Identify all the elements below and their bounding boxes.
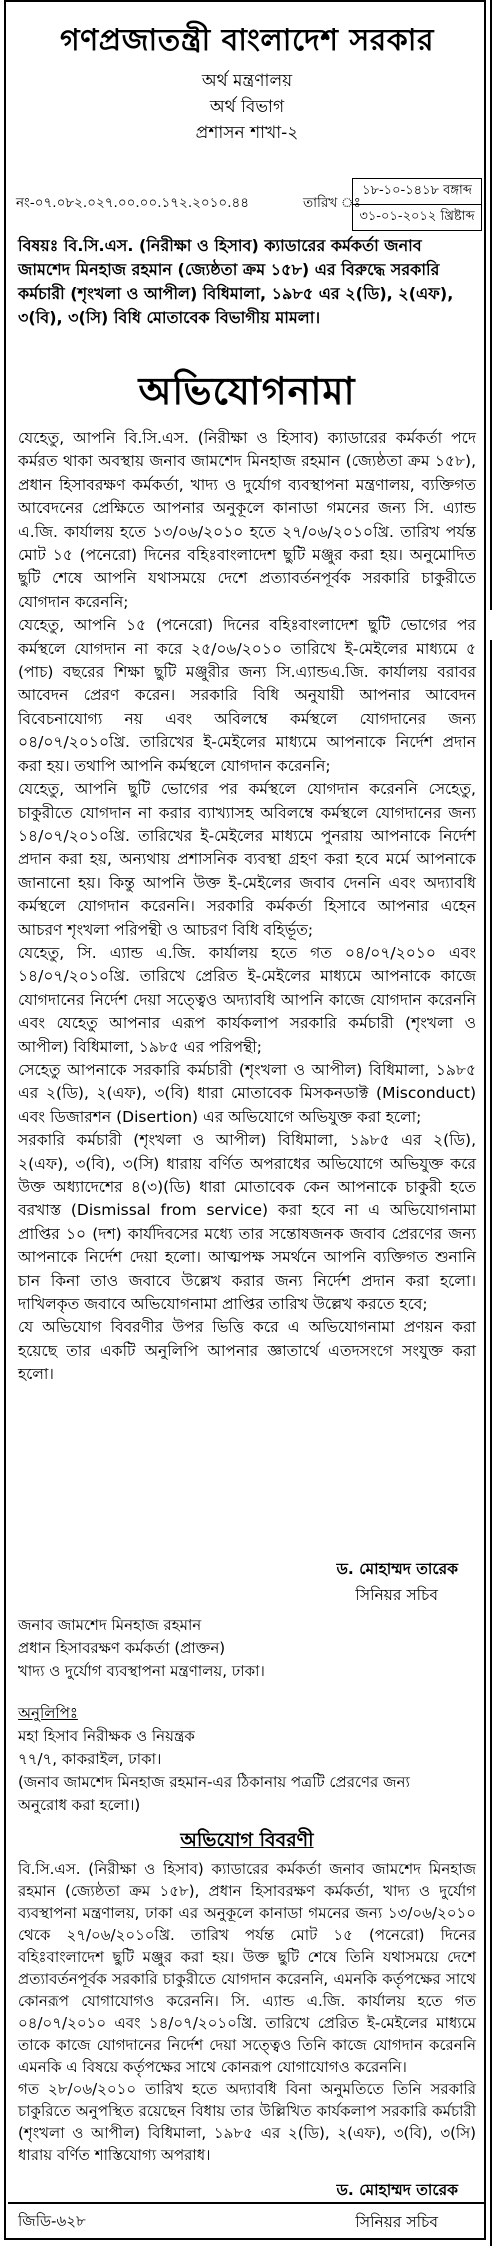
- recipient-line: জনাব জামশেদ মিনহাজ রহমান: [18, 1616, 202, 1634]
- paragraph: সরকারি কর্মচারী (শৃংখলা ও আপীল) বিধিমালা, ১৯৮৫ এর ২(ডি), ২(এফ), ৩(বি), ৩(সি) ধারায় বর্ণিত অপরাধের অভিযোগে অভিযুক্ত করে উক্ত অধ্যাদেশের ৪(৩)(ডি) ধারা মোতাবেক কেন আপনাকে চাকুরী হতে বরখাস্ত (Dismissal from service) করা হবে না এ অভিযোগনামা প্রাপ্তির ১০ (দশ) কার্যদিবসের মধ্যে তার সন্তোষজনক জবাব প্রেরণের জন্য আপনাকে নির্দেশ দেয়া হলো। আত্মপক্ষ সমর্থনে আপনি ব্যক্তিগত শুনানি চান কিনা তাও জবাবে উল্লেখ করার জন্য নির্দেশ প্রদান করা হলো। দাখিলকৃত জবাবে অভিযোগনামা প্রাপ্তির তারিখ উল্লেখ করতে হবে;: [18, 1131, 476, 1314]
- footer-code: জিডি-৬২৮: [18, 2212, 86, 2230]
- signatory-name: ড. মোহাম্মদ তারেক: [336, 2181, 458, 2199]
- ministry-name: অর্থ মন্ত্রণালয়: [201, 71, 293, 91]
- copy-label: অনুলিপিঃ: [18, 1704, 78, 1722]
- government-title: গণপ্রজাতন্ত্রী বাংলাদেশ সরকার: [60, 23, 434, 58]
- paragraph: যে অভিযোগ বিবরণীর উপর ভিত্তি করে এ অভিযোগনামা প্রণয়ন করা হয়েছে তার একটি অনুলিপি আপনার জ্ঞাতার্থে এতদসংগে সংযুক্ত করা হলো।: [18, 1318, 476, 1384]
- footer-divider: [8, 2202, 486, 2204]
- paragraph: যেহেতু, আপনি ১৫ (পনেরো) দিনের বহিঃবাংলাদেশ ছুটি ভোগের পর কর্মস্থলে যোগদান না করে ২৫/০৬/২০১০ তারিখে ই-মেইলের মাধ্যমে ৫ (পাচ) বছরের শিক্ষা ছুটি মঞ্জুরীর জন্য সি.এ্যান্ডএ.জি. কার্যালয় বরাবর আবেদন প্রেরণ করেন। সরকারি বিধি অনুযায়ী আপনার আবেদন বিবেচনাযোগ্য নয় এবং অবিলম্বে কর্মস্থলে যোগদানের জন্য ০৪/০৭/২০১০খ্রি. তারিখের ই-মেইলের মাধ্যমে আপনাকে নির্দেশ প্রদান করা হয়। তথাপি আপনি কর্মস্থলে যোগদান করেননি;: [18, 616, 476, 775]
- paragraph: যেহেতু, আপনি বি.সি.এস. (নিরীক্ষা ও হিসাব) ক্যাডারের কর্মকর্তা পদে কর্মরত থাকা অবস্থায় জনাব জামশেদ মিনহাজ রহমান (জ্যেষ্ঠতা ক্রম ১৫৮), প্রধান হিসাবরক্ষণ কর্মকর্তা, খাদ্য ও দুর্যোগ ব্যবস্থাপনা মন্ত্রণালয়, ব্যক্তিগত আবেদনের প্রেক্ষিতে আপনার অনুকূলে কানাডা গমনের জন্য সি. এ্যান্ড এ.জি. কার্যালয় হতে ১৩/০৬/২০১০ হতে ২৭/০৬/২০১০খ্রি. তারিখ পর্যন্ত মোট ১৫ (পনেরো) দিনের বহিঃবাংলাদেশ ছুটি মঞ্জুর করা হয়। অনুমোদিত ছুটি শেষে আপনি যথাসময়ে দেশে প্রত্যাবর্তনপূর্বক সরকারি চাকুরীতে যোগদান করেননি;: [18, 429, 476, 611]
- paragraph: যেহেতু, আপনি ছুটি ভোগের পর কর্মস্থলে যোগদান করেননি সেহেতু, চাকুরীতে যোগদান না করার ব্যাখ্যাসহ অবিলম্বে কর্মস্থলে যোগদানের জন্য ১৪/০৭/২০১০খ্রি. তারিখের ই-মেইলের মাধ্যমে পুনরায় আপনাকে নির্দেশ প্রদান করা হয়, অন্যথায় প্রশাসনিক ব্যবস্থা গ্রহণ করা হবে মর্মে আপনাকে জানানো হয়। কিন্তু আপনি উক্ত ই-মেইলের জবাব দেননি এবং অদ্যাবধি কর্মস্থলে যোগদান করেননি। সরকারি কর্মকর্তা হিসাবে আপনার এহেন আচরণ শৃংখলা পরিপন্থী ও আচরণ বিধি বহির্ভূত;: [18, 780, 476, 939]
- date-label: তারিখ ঃ: [303, 195, 361, 211]
- statement-heading: অভিযোগ বিবরণী: [180, 1829, 314, 1851]
- notice-sheet: [4, 0, 486, 2240]
- margin-line: [490, 640, 492, 2246]
- signatory-title: সিনিয়র সচিব: [355, 2213, 438, 2231]
- signatory-title: সিনিয়র সচিব: [355, 1586, 438, 1604]
- copy-line: অনুরোধ করা হলো।): [18, 1796, 141, 1814]
- date-bangla: ১৮-১০-১৪১৮ বঙ্গাব্দ: [362, 183, 472, 198]
- statement-paragraph: গত ২৮/০৬/২০১০ তারিখ হতে অদ্যাবধি বিনা অনুমতিতে তিনি সরকারি চাকুরিতে অনুপস্থিত রয়েছেন বিধায় তার উল্লিখিত কার্যকলাপ সরকারি কর্মচারী (শৃংখলা ও আপীল) বিধিমালা, ১৯৮৫ এর ২(ডি), ২(এফ), ৩(বি), ৩(সি) ধারায় বর্ণিত শাস্তিযোগ্য অপরাধ।: [18, 2080, 476, 2164]
- statement-paragraph: বি.সি.এস. (নিরীক্ষা ও হিসাব) ক্যাডারের কর্মকর্তা জনাব জামশেদ মিনহাজ রহমান (জ্যেষ্ঠতা ক্রম ১৫৮), প্রধান হিসাবরক্ষণ কর্মকর্তা, খাদ্য ও দুর্যোগ ব্যবস্থাপনা মন্ত্রণালয়, ঢাকা এর অনুকূলে কানাডা গমনের জন্য ১৩/০৬/২০১০ থেকে ২৭/০৬/২০১০খ্রি. তারিখ পর্যন্ত মোট ১৫ (পনেরো) দিনের বহিঃবাংলাদেশ ছুটি মঞ্জুর করা হয়। উক্ত ছুটি শেষে তিনি যথাসময়ে দেশে প্রত্যাবর্তনপূর্বক সরকারি চাকুরীতে যোগদান করেননি, এমনকি কর্তৃপক্ষের সাথে কোনরূপ যোগাযোগও করেননি। সি. এ্যান্ড এ.জি. কার্যালয় হতে গত ০৪/০৭/২০১০ এবং ১৪/০৭/২০১০খ্রি. তারিখে প্রেরিত ই-মেইলের মাধ্যমে তাকে কাজে যোগদানের নির্দেশ দেয়া সত্ত্বেও তিনি কাজে যোগদান করেননি এমনকি এ বিষয়ে কর্তৃপক্ষের সাথে কোনরূপ যোগাযোগও করেননি।: [18, 1860, 476, 2076]
- recipient-line: খাদ্য ও দুর্যোগ ব্যবস্থাপনা মন্ত্রণালয়, ঢাকা।: [18, 1662, 265, 1680]
- branch-name: প্রশাসন শাখা-২: [195, 123, 299, 143]
- recipient-line: প্রধান হিসাবরক্ষণ কর্মকর্তা (প্রাক্তন): [18, 1639, 226, 1657]
- recipient-block: [18, 1614, 476, 1683]
- right-margin-lines: [488, 0, 493, 2246]
- copy-line: (জনাব জামশেদ মিনহাজ রহমান-এর ঠিকানায় পত্রটি প্রেরণের জন্য: [18, 1773, 410, 1791]
- memo-number: নং-০৭.০৮২.০২৭.০০.০০.১৭২.২০১০.৪৪: [16, 195, 250, 211]
- statement-body: [18, 1858, 476, 2166]
- copy-block: [18, 1702, 476, 1817]
- notice-heading: অভিযোগনামা: [138, 369, 356, 413]
- margin-line: [490, 0, 492, 610]
- copy-line: মহা হিসাব নিরীক্ষক ও নিয়ন্ত্রক: [18, 1727, 195, 1745]
- subject-line: বিষয়ঃ বি.সি.এস. (নিরীক্ষা ও হিসাব) ক্যাডারের কর্মকর্তা জনাব জামশেদ মিনহাজ রহমান (জ্যেষ্ঠতা ক্রম ১৫৮) এর বিরুদ্ধে সরকারি কর্মচারী (শৃংখলা ও আপীল) বিধিমালা, ১৯৮৫ এর ২(ডি), ২(এফ), ৩(বি), ৩(সি) বিধি মোতাবেক বিভাগীয় মামলা।: [18, 236, 454, 327]
- division-name: অর্থ বিভাগ: [209, 97, 285, 117]
- copy-line: ৭৭/৭, কাকরাইল, ঢাকা।: [18, 1750, 162, 1768]
- signatory-name: ড. মোহাম্মদ তারেক: [336, 1560, 458, 1578]
- paragraph: সেহেতু আপনাকে সরকারি কর্মচারী (শৃংখলা ও আপীল) বিধিমালা, ১৯৮৫ এর ২(ডি), ২(এফ), ৩(বি) ধারা মোতাবেক মিসকনডাক্ট (Misconduct) এবং ডিজারশন (Disertion) এর অভিযোগে অভিযুক্ত করা হলো;: [18, 1060, 476, 1126]
- memo-row: [16, 178, 476, 224]
- date-box: [352, 178, 482, 231]
- notice-body: [18, 427, 476, 1387]
- paragraph: যেহেতু, সি. এ্যান্ড এ.জি. কার্যালয় হতে গত ০৪/০৭/২০১০ এবং ১৪/০৭/২০১০খ্রি. তারিখে প্রেরিত ই-মেইলের মাধ্যমে আপনাকে কাজে যোগদানের নির্দেশ দেয়া সত্ত্বেও অদ্যাবধি আপনি কাজে যোগদান করেননি এবং যেহেতু আপনার এরূপ কার্যকলাপ সরকারি কর্মচারী (শৃংখলা ও আপীল) বিধিমালা, ১৯৮৫ এর পরিপন্থী;: [18, 943, 476, 1056]
- date-gregorian: ৩১-০১-২০১২ খ্রিষ্টাব্দ: [353, 204, 481, 230]
